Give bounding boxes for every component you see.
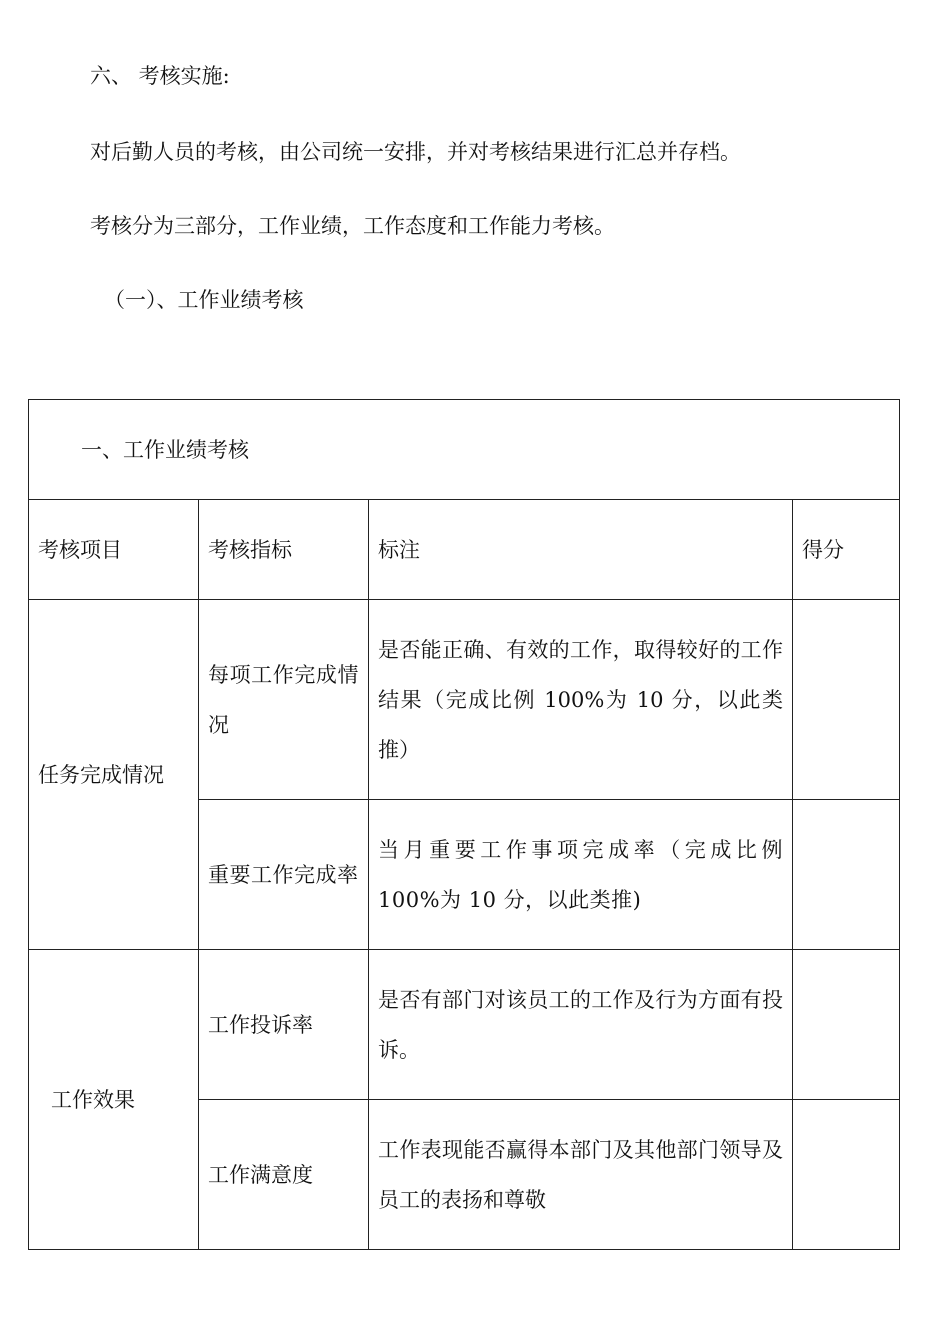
score-cell[interactable] bbox=[793, 1100, 900, 1250]
header-note: 标注 bbox=[369, 500, 793, 600]
table-row bbox=[29, 950, 900, 1100]
indicator-cell: 重要工作完成率 bbox=[199, 800, 369, 950]
assessment-table bbox=[28, 399, 900, 1250]
table-row bbox=[29, 600, 900, 800]
subsection-heading: （一）、工作业绩考核 bbox=[104, 288, 304, 312]
indicator-cell: 工作投诉率 bbox=[199, 950, 369, 1100]
note-cell: 是否有部门对该员工的工作及行为方面有投诉。 bbox=[369, 950, 793, 1100]
header-indicator: 考核指标 bbox=[199, 500, 369, 600]
item-cell: 工作效果 bbox=[29, 950, 199, 1250]
item-cell: 任务完成情况 bbox=[29, 600, 199, 950]
header-score: 得分 bbox=[793, 500, 900, 600]
note-cell: 工作表现能否赢得本部门及其他部门领导及员工的表扬和尊敬 bbox=[369, 1100, 793, 1250]
score-cell[interactable] bbox=[793, 800, 900, 950]
body-paragraph: 对后勤人员的考核，由公司统一安排，并对考核结果进行汇总并存档。 bbox=[90, 140, 741, 164]
note-cell: 当月重要工作事项完成率（完成比例 100%为 10 分，以此类推) bbox=[369, 800, 793, 950]
header-item: 考核项目 bbox=[29, 500, 199, 600]
note-cell: 是否能正确、有效的工作，取得较好的工作结果（完成比例 100%为 10 分，以此类推） bbox=[369, 600, 793, 800]
table-title: 一、工作业绩考核 bbox=[29, 400, 900, 500]
score-cell[interactable] bbox=[793, 600, 900, 800]
score-cell[interactable] bbox=[793, 950, 900, 1100]
body-paragraph: 考核分为三部分，工作业绩，工作态度和工作能力考核。 bbox=[90, 214, 615, 238]
section-heading: 六、 考核实施: bbox=[90, 64, 230, 88]
indicator-cell: 工作满意度 bbox=[199, 1100, 369, 1250]
indicator-cell: 每项工作完成情况 bbox=[199, 600, 369, 800]
table-header-row bbox=[29, 500, 900, 600]
